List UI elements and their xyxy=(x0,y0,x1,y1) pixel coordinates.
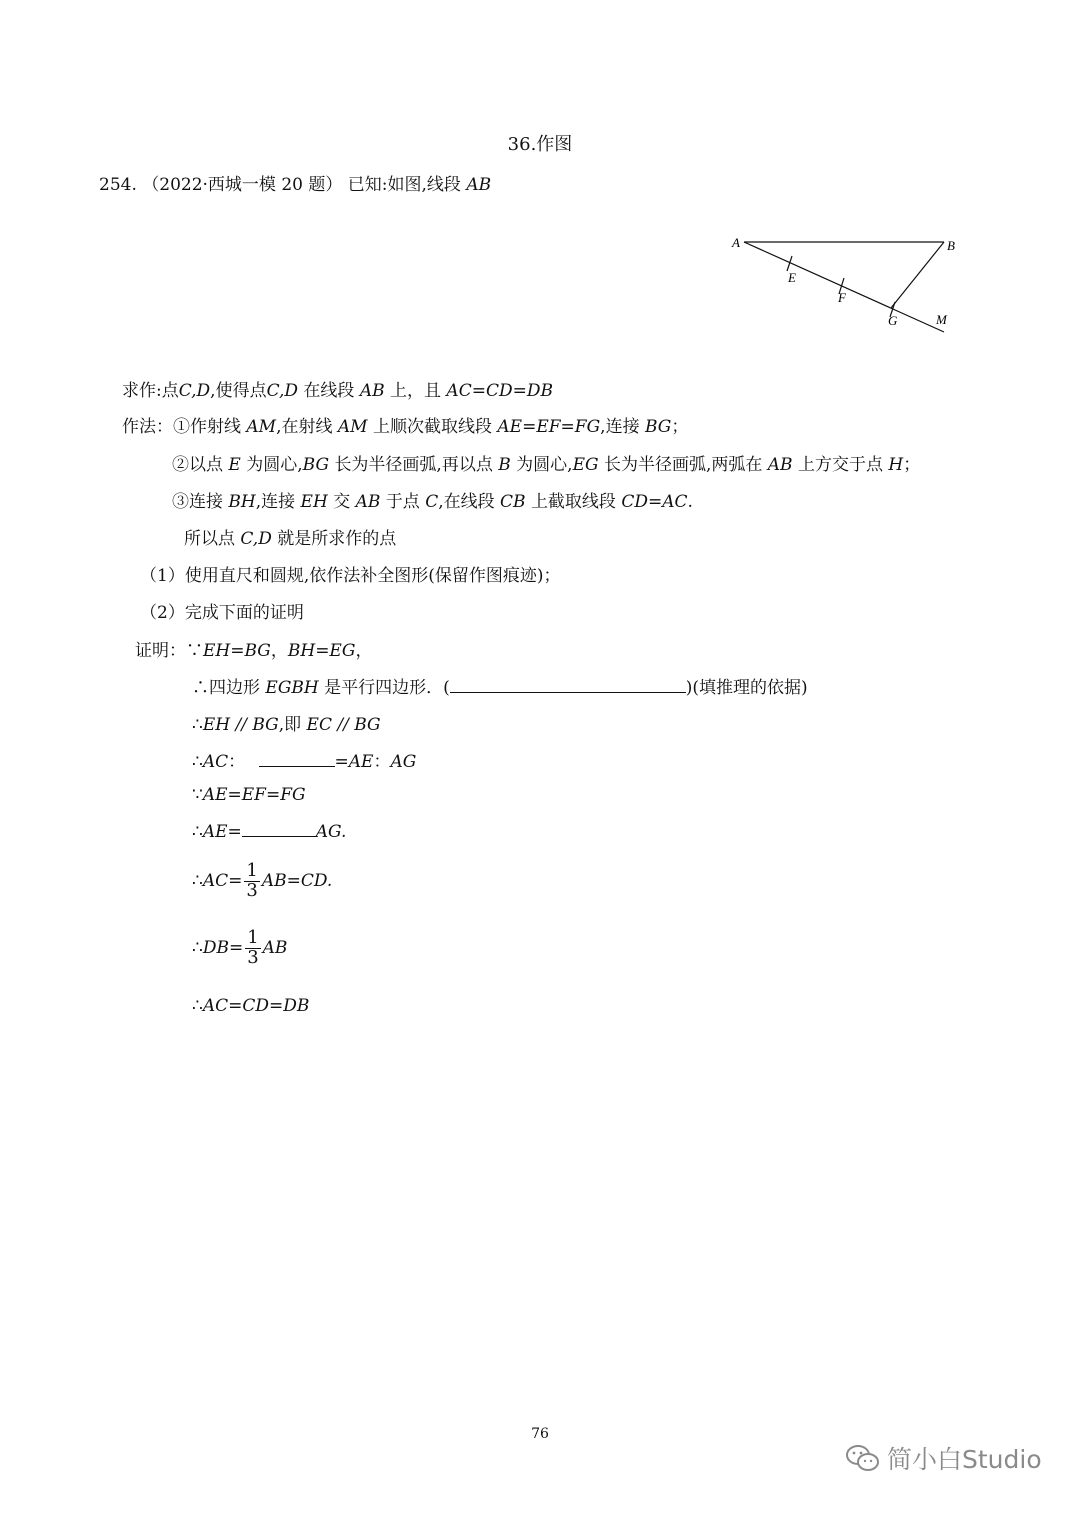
watermark xyxy=(845,1440,1042,1476)
method-conclusion xyxy=(184,524,396,549)
step2-seg: AB xyxy=(767,455,793,475)
step2-t3: 长为半径画弧,再以点 xyxy=(334,455,493,475)
fraction-one-third xyxy=(245,929,260,968)
proof-l1-end: ， xyxy=(355,641,373,661)
question-1: （1）使用直尺和圆规,依作法补全图形(保留作图痕迹)； xyxy=(140,566,561,586)
step1-t4: ,连接 xyxy=(600,417,640,437)
proof-l8-sym: ∴ xyxy=(192,937,203,958)
proof-l4-c: AG xyxy=(390,752,417,772)
step3-p: C xyxy=(425,492,439,512)
proof-l2-t2: 是平行四边形．( xyxy=(324,678,450,698)
step3-end: . xyxy=(687,492,693,512)
conclusion-t1: 所以点 xyxy=(184,529,235,549)
problem-header xyxy=(99,170,491,195)
proof-l4-a: AC xyxy=(202,752,229,772)
proof-l3-a: EH // BG xyxy=(202,715,279,735)
proof-l8-a: DB= xyxy=(202,937,244,958)
step1-t3: 上顺次截取线段 xyxy=(373,417,492,437)
proof-label: 证明： xyxy=(135,641,186,661)
proof-l4-colon2: ： xyxy=(373,752,391,772)
fraction-numerator: 1 xyxy=(246,860,258,881)
section-title: 36.作图 xyxy=(507,134,573,155)
step2-t6: 上方交于点 xyxy=(797,455,883,475)
proof-line-1 xyxy=(135,636,372,661)
proof-line-5 xyxy=(192,785,306,805)
step2-p1: E xyxy=(228,455,241,475)
step3-t3: 交 xyxy=(333,492,351,512)
problem-source: （2022·西城一模 20 题） xyxy=(142,175,343,195)
task-points2: C,D xyxy=(266,381,299,401)
task-equality: AC=CD=DB xyxy=(446,381,553,401)
step3-s3: AB xyxy=(355,492,381,512)
proof-line-9 xyxy=(192,996,309,1016)
wechat-icon xyxy=(845,1443,881,1473)
conclusion-t2: 就是所求作的点 xyxy=(277,529,397,549)
answer-blank-2[interactable] xyxy=(259,752,335,767)
fraction-numerator: 1 xyxy=(247,927,259,948)
label-m: M xyxy=(936,312,947,327)
proof-l6-sym: ∴ xyxy=(192,822,203,842)
step3-t6: 上截取线段 xyxy=(530,492,616,512)
method-step-3 xyxy=(172,487,693,512)
ray-am xyxy=(744,242,944,332)
method-label: 作法： xyxy=(122,417,173,437)
proof-l6-a: AE= xyxy=(202,822,242,842)
proof-l6-b: AG. xyxy=(315,822,347,842)
step3-s1: BH xyxy=(228,492,256,512)
proof-l1-sym: ∵ xyxy=(186,641,203,661)
step3-t2: ,连接 xyxy=(255,492,296,512)
segment-bg xyxy=(891,242,944,308)
proof-line-4 xyxy=(192,747,416,772)
page-number: 76 xyxy=(531,1426,549,1442)
step1-t2: ,在射线 xyxy=(276,417,333,437)
answer-blank-3[interactable] xyxy=(242,822,316,837)
proof-line-6 xyxy=(192,822,346,842)
proof-l4-sym: ∴ xyxy=(192,752,203,772)
proof-l2-shape: EGBH xyxy=(265,678,319,698)
proof-l1-b: BH=EG xyxy=(287,641,356,661)
label-g: G xyxy=(888,313,898,328)
answer-blank-1[interactable] xyxy=(450,678,686,693)
step2-r2: EG xyxy=(572,455,599,475)
step2-p3: H xyxy=(888,455,904,475)
geometry-figure xyxy=(720,228,960,343)
proof-l3-b: EC // BG xyxy=(306,715,381,735)
fraction-denominator: 3 xyxy=(246,879,258,901)
task-mid1: ,使得点 xyxy=(210,381,267,401)
step2-t1: 以点 xyxy=(189,455,223,475)
proof-l5-a: AE=EF=FG xyxy=(202,785,306,805)
step1-segs: AE=EF=FG xyxy=(497,417,601,437)
proof-l4-b: AE xyxy=(348,752,374,772)
task-mid3: 上，且 xyxy=(390,381,442,401)
task-mid2: 在线段 xyxy=(303,381,355,401)
task-points: C,D xyxy=(178,381,211,401)
proof-line-8 xyxy=(192,929,287,968)
proof-l3-sym: ∴ xyxy=(192,715,203,735)
proof-l1-sep: ， xyxy=(270,641,288,661)
step2-t2: 为圆心, xyxy=(246,455,303,475)
step2-t5: 长为半径画弧,两弧在 xyxy=(603,455,763,475)
proof-l9-sym: ∴ xyxy=(192,996,203,1016)
proof-l2-t1: 四边形 xyxy=(209,678,260,698)
task-segment: AB xyxy=(359,381,385,401)
step1-end: ； xyxy=(671,417,689,437)
conclusion-points: C,D xyxy=(240,529,272,549)
proof-l7-b: AB=CD. xyxy=(261,870,333,891)
label-b: B xyxy=(947,238,955,253)
step2-end: ； xyxy=(903,455,921,475)
step1-seg: BG xyxy=(644,417,672,437)
step3-t1: 连接 xyxy=(189,492,223,512)
step3-s2: EH xyxy=(300,492,328,512)
watermark-text: 简小白Studio xyxy=(887,1445,1042,1474)
proof-l7-a: AC= xyxy=(202,870,243,891)
fraction-one-third xyxy=(244,862,259,901)
label-e: E xyxy=(788,270,796,285)
label-f: F xyxy=(838,290,846,305)
proof-l8-b: AB xyxy=(262,937,288,958)
proof-l4-eq: = xyxy=(334,752,349,772)
problem-given-segment: AB xyxy=(466,175,492,195)
step3-t5: ,在线段 xyxy=(438,492,495,512)
step2-r1: BG xyxy=(302,455,330,475)
step1-ray2: AM xyxy=(337,417,368,437)
step1-t1: 作射线 xyxy=(190,417,241,437)
step3-t4: 于点 xyxy=(385,492,420,512)
step3-marker: ③ xyxy=(172,492,189,512)
step1-marker: ① xyxy=(173,417,190,437)
proof-l5-sym: ∵ xyxy=(192,785,203,805)
proof-l4-colon: ： xyxy=(228,752,246,772)
step1-ray: AM xyxy=(246,417,277,437)
fraction-denominator: 3 xyxy=(247,946,259,968)
method-step-2 xyxy=(172,450,920,475)
proof-line-7 xyxy=(192,862,332,901)
question-2: （2）完成下面的证明 xyxy=(140,603,304,623)
step2-t4: 为圆心, xyxy=(516,455,573,475)
step2-marker: ② xyxy=(172,455,189,475)
problem-number: 254. xyxy=(99,175,137,195)
proof-l1-a: EH=BG xyxy=(203,641,271,661)
proof-l2-t3: )(填推理的依据) xyxy=(685,678,808,698)
proof-line-3 xyxy=(192,710,381,735)
proof-l7-sym: ∴ xyxy=(192,870,203,891)
task-statement xyxy=(122,376,553,401)
proof-l9-a: AC=CD=DB xyxy=(202,996,310,1016)
step3-s5: CD=AC xyxy=(621,492,688,512)
step3-s4: CB xyxy=(500,492,526,512)
proof-line-2 xyxy=(192,673,808,698)
label-a: A xyxy=(732,235,740,250)
method-step-1 xyxy=(122,412,688,437)
step2-p2: B xyxy=(498,455,511,475)
problem-given: 已知:如图,线段 xyxy=(347,175,461,195)
proof-l3-t: ,即 xyxy=(278,715,302,735)
proof-l2-sym: ∴ xyxy=(192,678,209,698)
task-prefix: 求作:点 xyxy=(122,381,179,401)
